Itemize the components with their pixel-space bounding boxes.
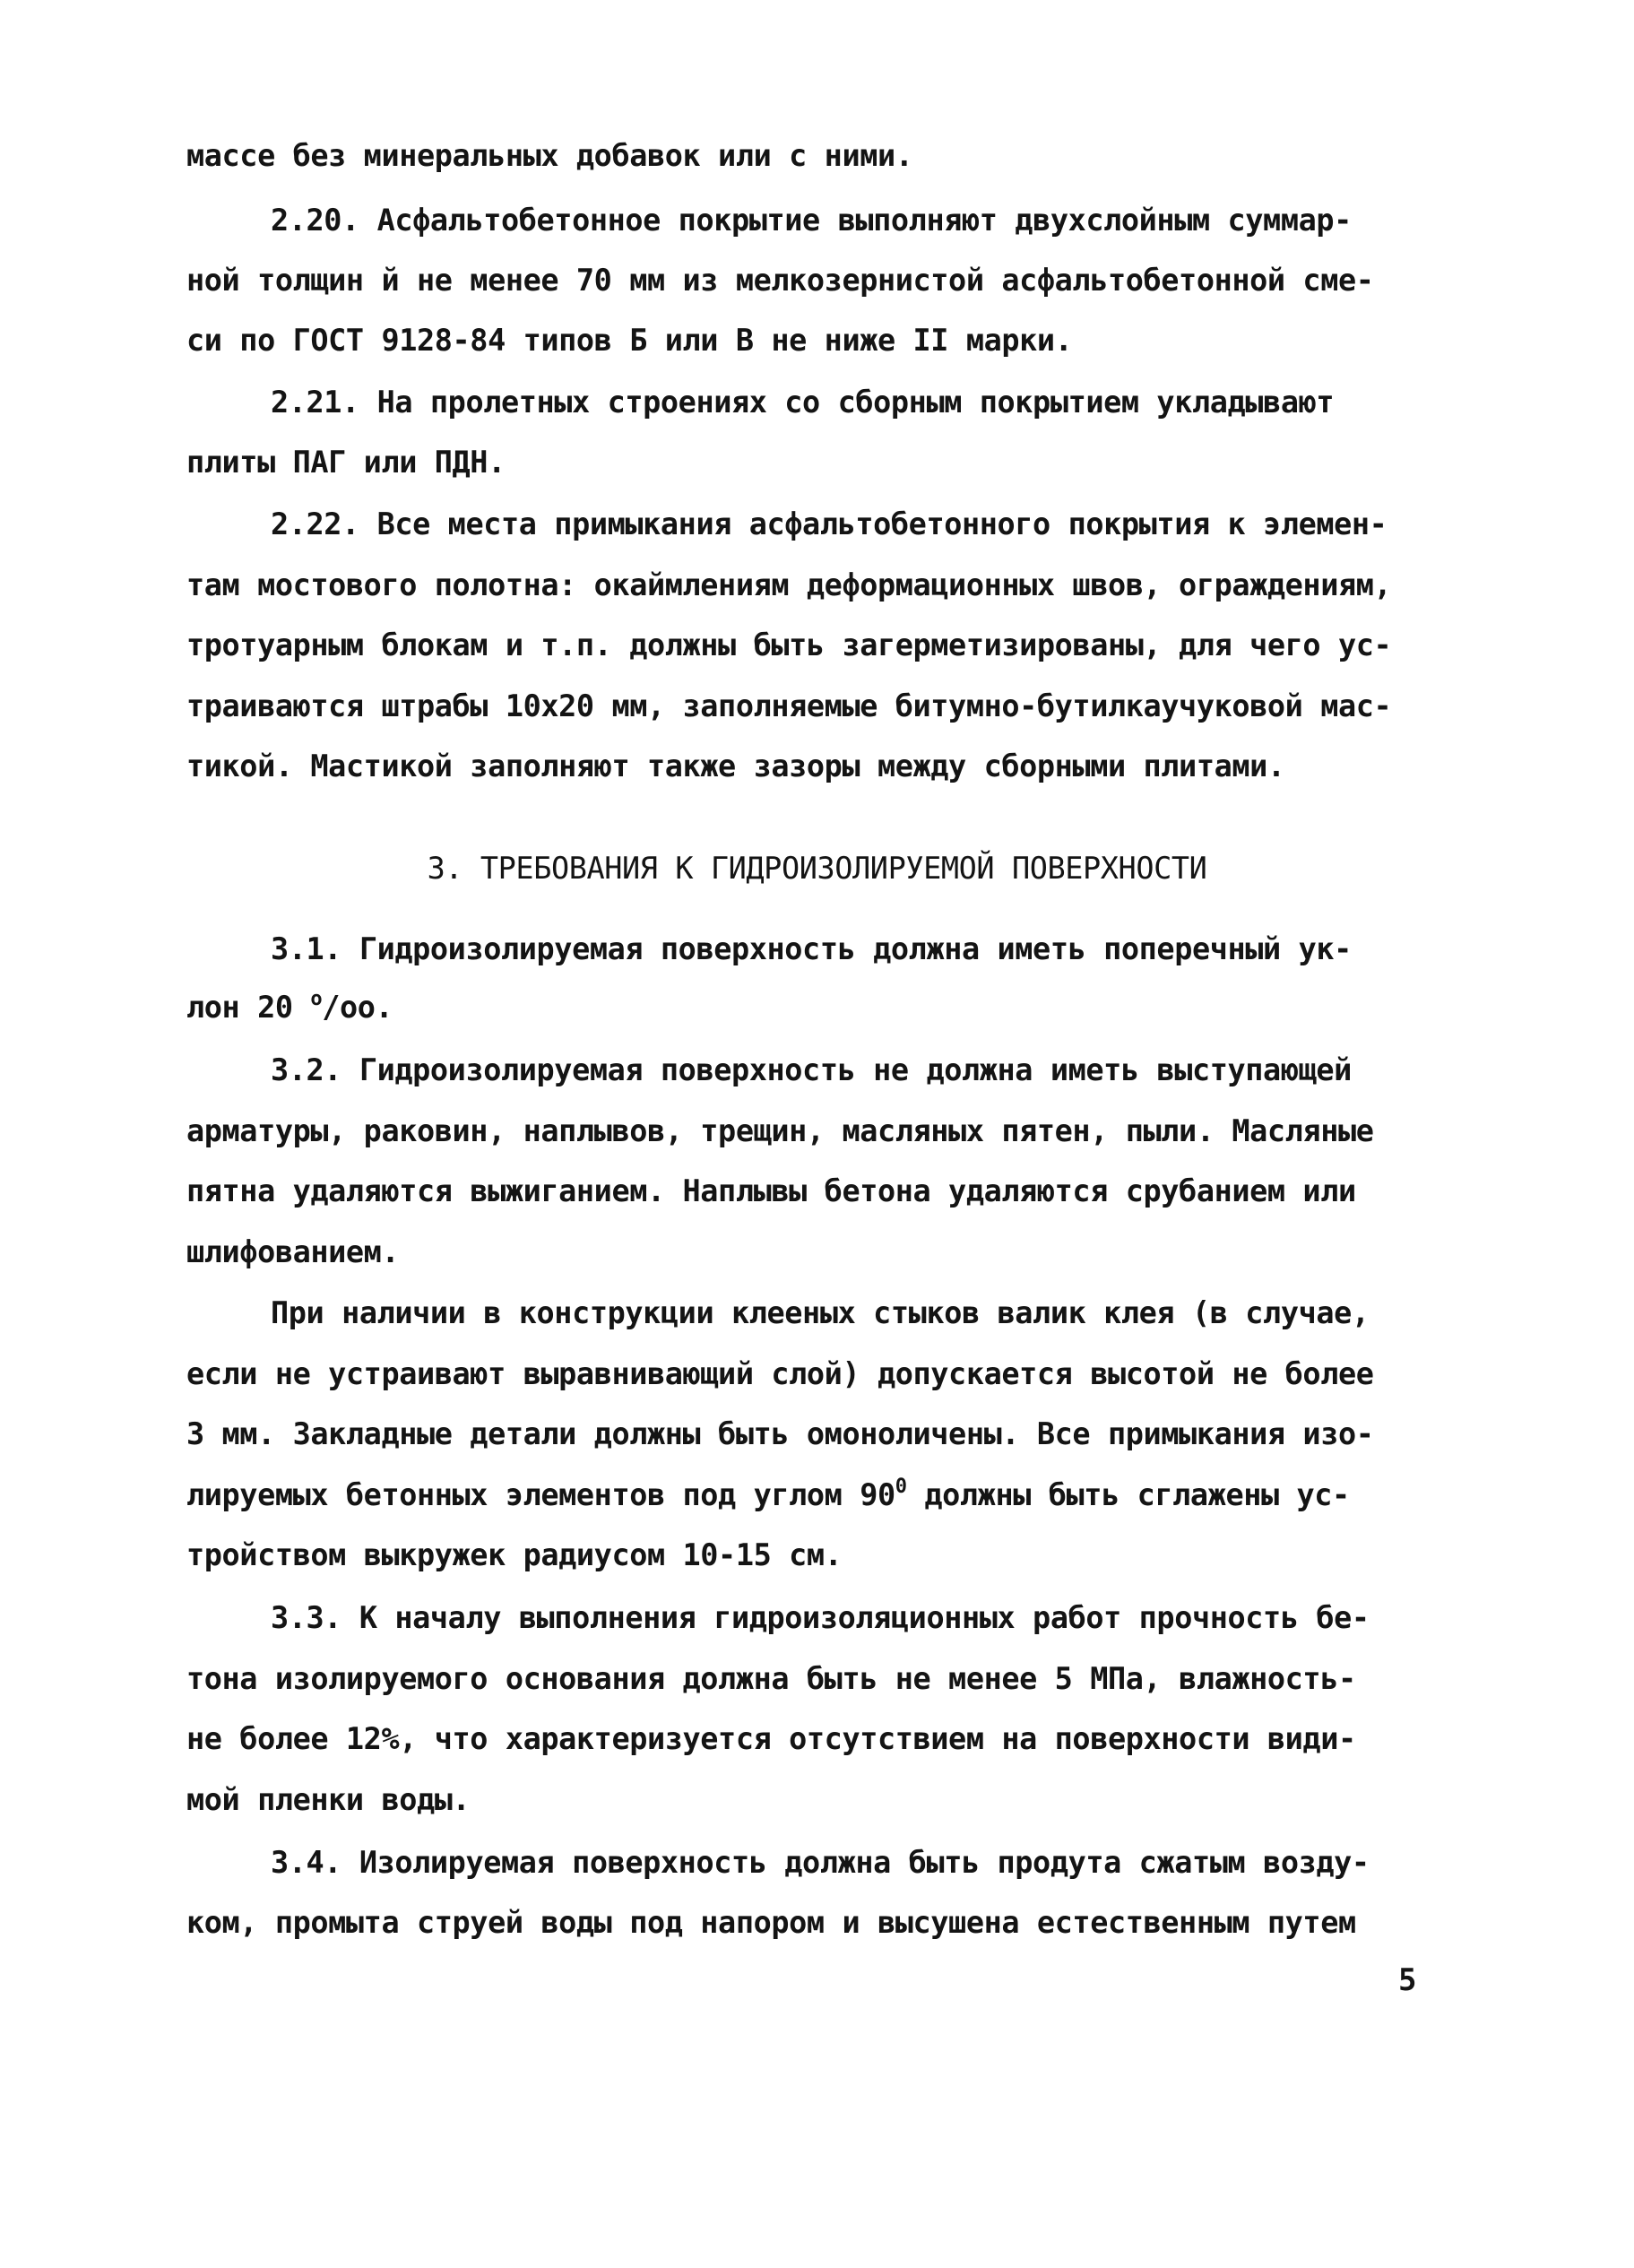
- paragraph-3-2-line: шлифованием.: [186, 1234, 400, 1269]
- paragraph-3-3-line: мой пленки воды.: [186, 1782, 471, 1817]
- paragraph-2-21-line: 2.21. На пролетных строениях со сборным покрытием укладывают: [271, 385, 1335, 420]
- degree-superscript: 0: [895, 1476, 907, 1498]
- paragraph-2-22-line: траиваются штрабы 10х20 мм, заполняемые битумно-бутилкаучуковой мас-: [186, 688, 1392, 723]
- section-heading: 3. ТРЕБОВАНИЯ К ГИДРОИЗОЛИРУЕМОЙ ПОВЕРХНОСТИ: [427, 851, 1207, 886]
- paragraph-3-3-line: не более 12%, что характеризуется отсутствием на поверхности види-: [186, 1721, 1356, 1756]
- paragraph-2-19-line: массе без минеральных добавок или с ними.: [186, 138, 913, 173]
- paragraph-3-2-line: арматуры, раковин, наплывов, трещин, масляных пятен, пыли. Масляные: [186, 1113, 1374, 1148]
- paragraph-3-2-line: 3.2. Гидроизолируемая поверхность не должна иметь выступающей: [271, 1052, 1352, 1087]
- paragraph-3-1-line: лон 20 $^o$/oo.: [186, 988, 393, 1025]
- paragraph-2-21-line: плиты ПАГ или ПДН.: [186, 445, 506, 480]
- page-number: 5: [1398, 1962, 1417, 1998]
- paragraph-2-20-line: 2.20. Асфальтобетонное покрытие выполняют двухслойным суммар-: [271, 203, 1352, 238]
- paragraph-2-22-line: тротуарным блокам и т.п. должны быть загерметизированы, для чего ус-: [186, 628, 1392, 662]
- paragraph-3-1-line: 3.1. Гидроизолируемая поверхность должна иметь поперечный ук-: [271, 931, 1352, 966]
- paragraph-3-2b-line: При наличии в конструкции клееных стыков валик клея (в случае,: [271, 1295, 1370, 1330]
- paragraph-3-2b-line: 3 мм. Закладные детали должны быть омоноличены. Все примыкания изо-: [186, 1416, 1374, 1451]
- paragraph-3-3-line: тона изолируемого основания должна быть не менее 5 МПа, влажность-: [186, 1661, 1356, 1696]
- paragraph-3-2b-line: тройством выкружек радиусом 10-15 см.: [186, 1537, 843, 1572]
- paragraph-3-2b-line: если не устраивают выравнивающий слой) допускается высотой не более: [186, 1356, 1374, 1391]
- paragraph-3-2-line: пятна удаляются выжиганием. Наплывы бетона удаляются срубанием или: [186, 1173, 1356, 1208]
- paragraph-3-3-line: 3.3. К началу выполнения гидроизоляционных работ прочность бе-: [271, 1600, 1370, 1635]
- per-mille-superscript: o: [310, 988, 323, 1010]
- paragraph-2-22-line: 2.22. Все места примыкания асфальтобетонного покрытия к элемен-: [271, 506, 1388, 541]
- paragraph-3-4-line: 3.4. Изолируемая поверхность должна быть продута сжатым возду-: [271, 1845, 1370, 1880]
- paragraph-3-4-line: ком, промыта струей воды под напором и высушена естественным путем: [186, 1905, 1356, 1940]
- paragraph-2-20-line: си по ГОСТ 9128-84 типов Б или В не ниже II марки.: [186, 323, 1073, 358]
- paragraph-2-22-line: там мостового полотна: окаймлениям деформационных швов, ограждениям,: [186, 567, 1392, 602]
- paragraph-2-20-line: ной толщин й не менее 70 мм из мелкозернистой асфальтобетонной сме-: [186, 263, 1374, 298]
- paragraph-2-22-line: тикой. Мастикой заполняют также зазоры между сборными плитами.: [186, 749, 1285, 783]
- paragraph-3-2b-line: лируемых бетонных элементов под углом $90^0$ должны быть сглажены ус-: [186, 1476, 1350, 1512]
